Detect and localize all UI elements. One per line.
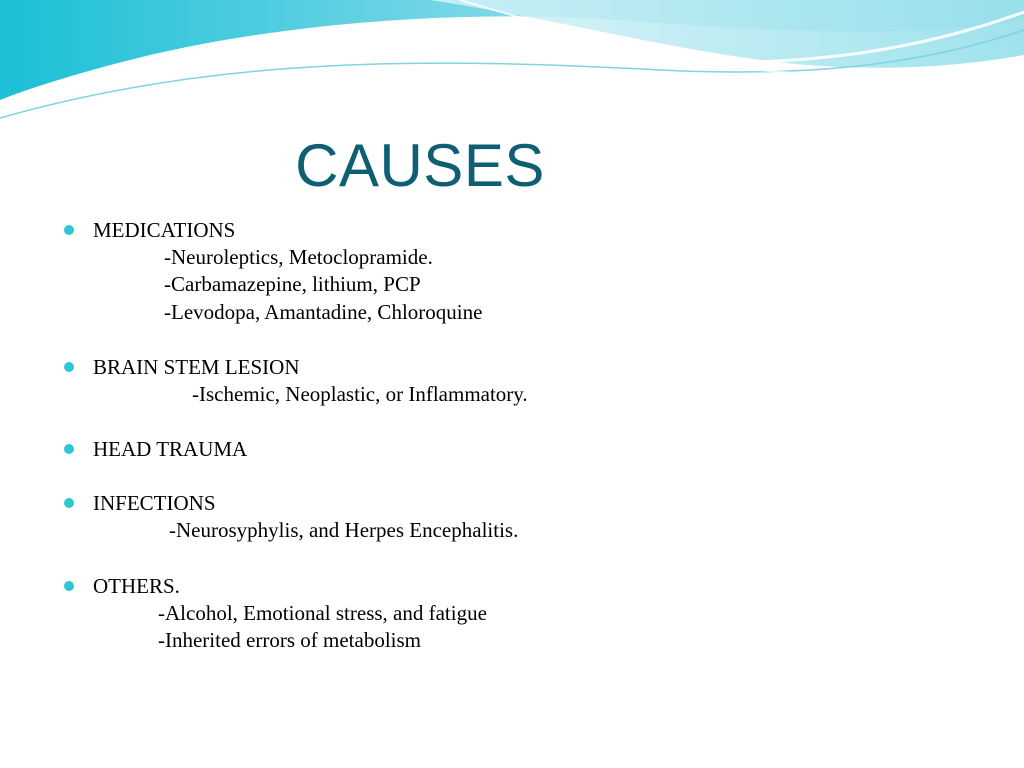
sub-item: -Carbamazepine, lithium, PCP	[164, 272, 421, 296]
sub-item: -Alcohol, Emotional stress, and fatigue	[158, 601, 487, 625]
bullet-icon	[64, 498, 74, 508]
sub-item: -Inherited errors of metabolism	[158, 628, 421, 652]
bullet-label: BRAIN STEM LESION	[93, 355, 300, 379]
bullet-icon	[64, 225, 74, 235]
sub-item: -Ischemic, Neoplastic, or Inflammatory.	[192, 382, 528, 406]
bullet-label: MEDICATIONS	[93, 218, 236, 242]
slide-title: CAUSES	[295, 132, 545, 199]
bullet-label: INFECTIONS	[93, 491, 216, 515]
bullet-icon	[64, 581, 74, 591]
sub-item: -Neuroleptics, Metoclopramide.	[164, 245, 433, 269]
bullet-icon	[64, 444, 74, 454]
sub-item: -Neurosyphylis, and Herpes Encephalitis.	[169, 518, 519, 542]
bullet-label: OTHERS.	[93, 574, 180, 598]
sub-item: -Levodopa, Amantadine, Chloroquine	[164, 300, 483, 324]
decorative-wave-header	[0, 0, 1024, 130]
bullet-icon	[64, 362, 74, 372]
bullet-label: HEAD TRAUMA	[93, 437, 248, 461]
